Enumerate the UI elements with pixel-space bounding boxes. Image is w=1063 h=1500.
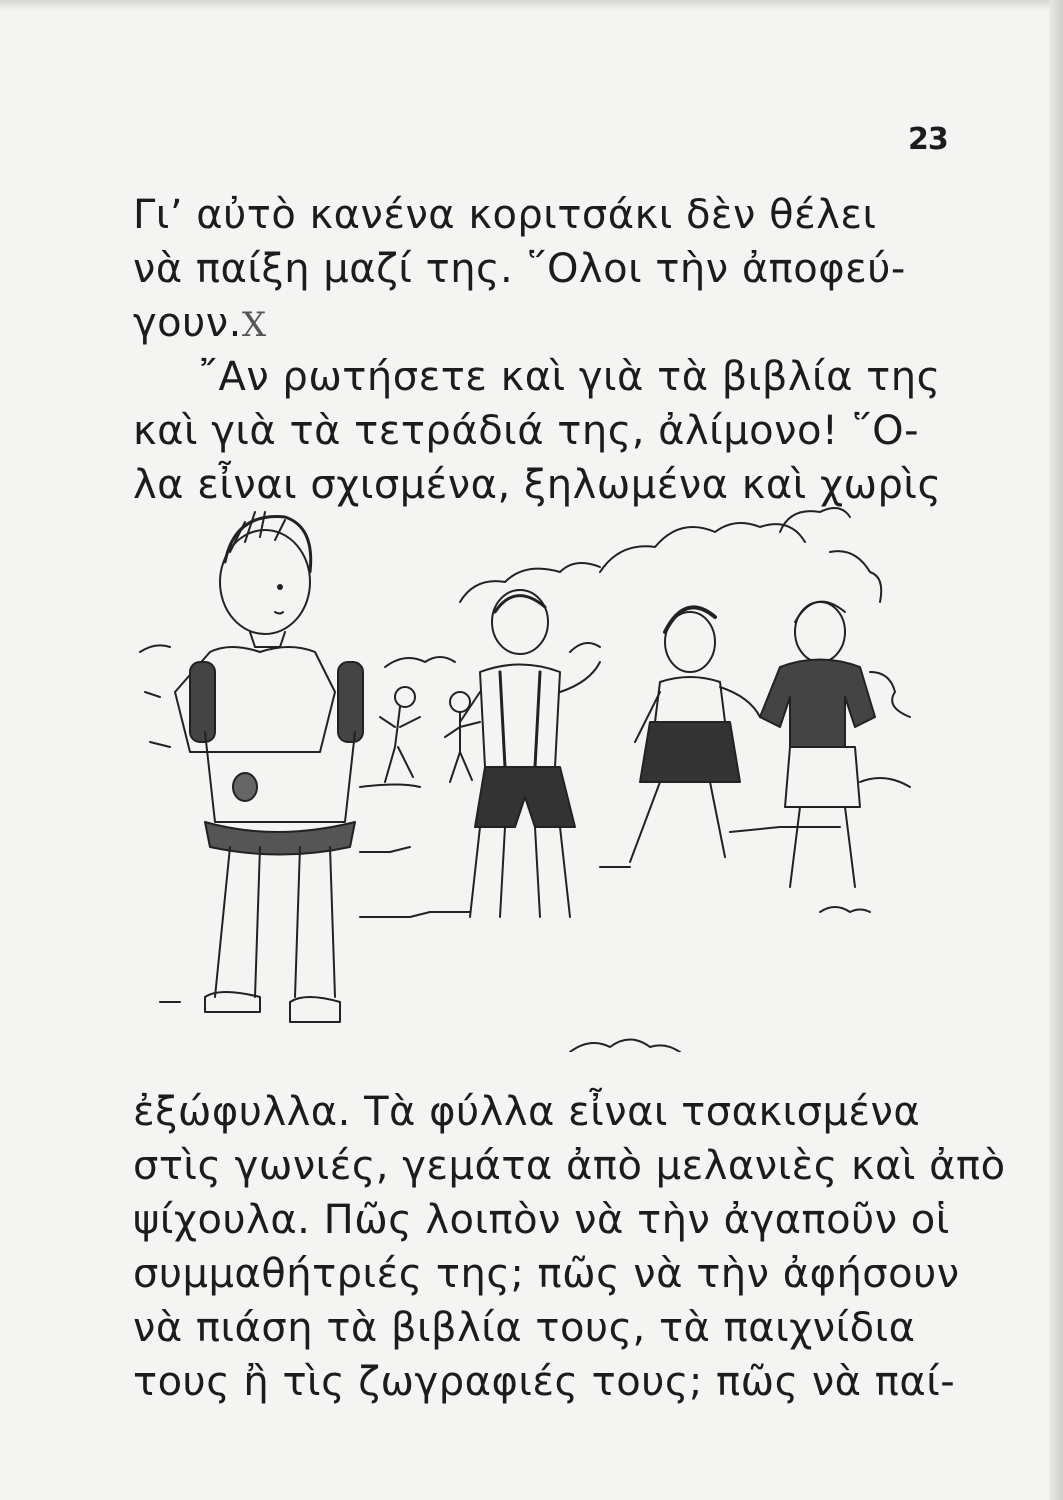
page-top-edge xyxy=(0,0,1063,10)
page-right-edge xyxy=(1049,0,1063,1500)
page-number: 23 xyxy=(908,122,948,157)
text-line xyxy=(133,296,953,350)
text-line-content: γουν. xyxy=(133,300,242,346)
distant-children xyxy=(380,687,480,782)
text-line: λα εἶναι σχισμένα, ξηλωμένα καὶ χωρὶς xyxy=(133,462,942,508)
text-line: νὰ παίξη μαζί της. ῞Ολοι τὴν ἀποφεύ- xyxy=(133,246,906,292)
text-line: συμμαθήτριές της; πῶς νὰ τὴν ἀφήσουν xyxy=(133,1251,960,1297)
girl-in-apron xyxy=(175,512,363,1022)
text-line: τους ἢ τὶς ζωγραφιές τους; πῶς νὰ παί- xyxy=(133,1359,956,1405)
text-line: καὶ γιὰ τὰ τετράδιά της, ἀλίμονο! ῞Ο- xyxy=(133,408,920,454)
boy-with-suspenders xyxy=(460,590,600,917)
text-line: Γι’ αὐτὸ κανένα κοριτσάκι δὲν θέλει xyxy=(133,192,877,238)
text-line: στὶς γωνιές, γεμάτα ἀπὸ μελανιὲς καὶ ἀπὸ xyxy=(133,1143,1006,1189)
text-line: ῎Αν ρωτήσετε καὶ γιὰ τὰ βιβλία της xyxy=(198,354,941,400)
illustration-drawing xyxy=(130,492,950,1052)
bottom-text-block xyxy=(133,1085,1006,1409)
girl-in-dark-skirt xyxy=(630,607,760,862)
girl-in-jacket xyxy=(760,602,875,887)
text-line: νὰ πιάση τὰ βιβλία τους, τὰ παιχνίδια xyxy=(133,1305,916,1351)
text-line: ψίχουλα. Πῶς λοιπὸν νὰ τὴν ἀγαποῦν οἱ xyxy=(133,1197,950,1243)
text-line: ἐξώφυλλα. Τὰ φύλλα εἶναι τσακισμένα xyxy=(133,1089,921,1135)
top-text-block xyxy=(133,188,953,512)
playground-illustration xyxy=(130,492,950,1052)
margin-mark: X xyxy=(241,305,267,345)
